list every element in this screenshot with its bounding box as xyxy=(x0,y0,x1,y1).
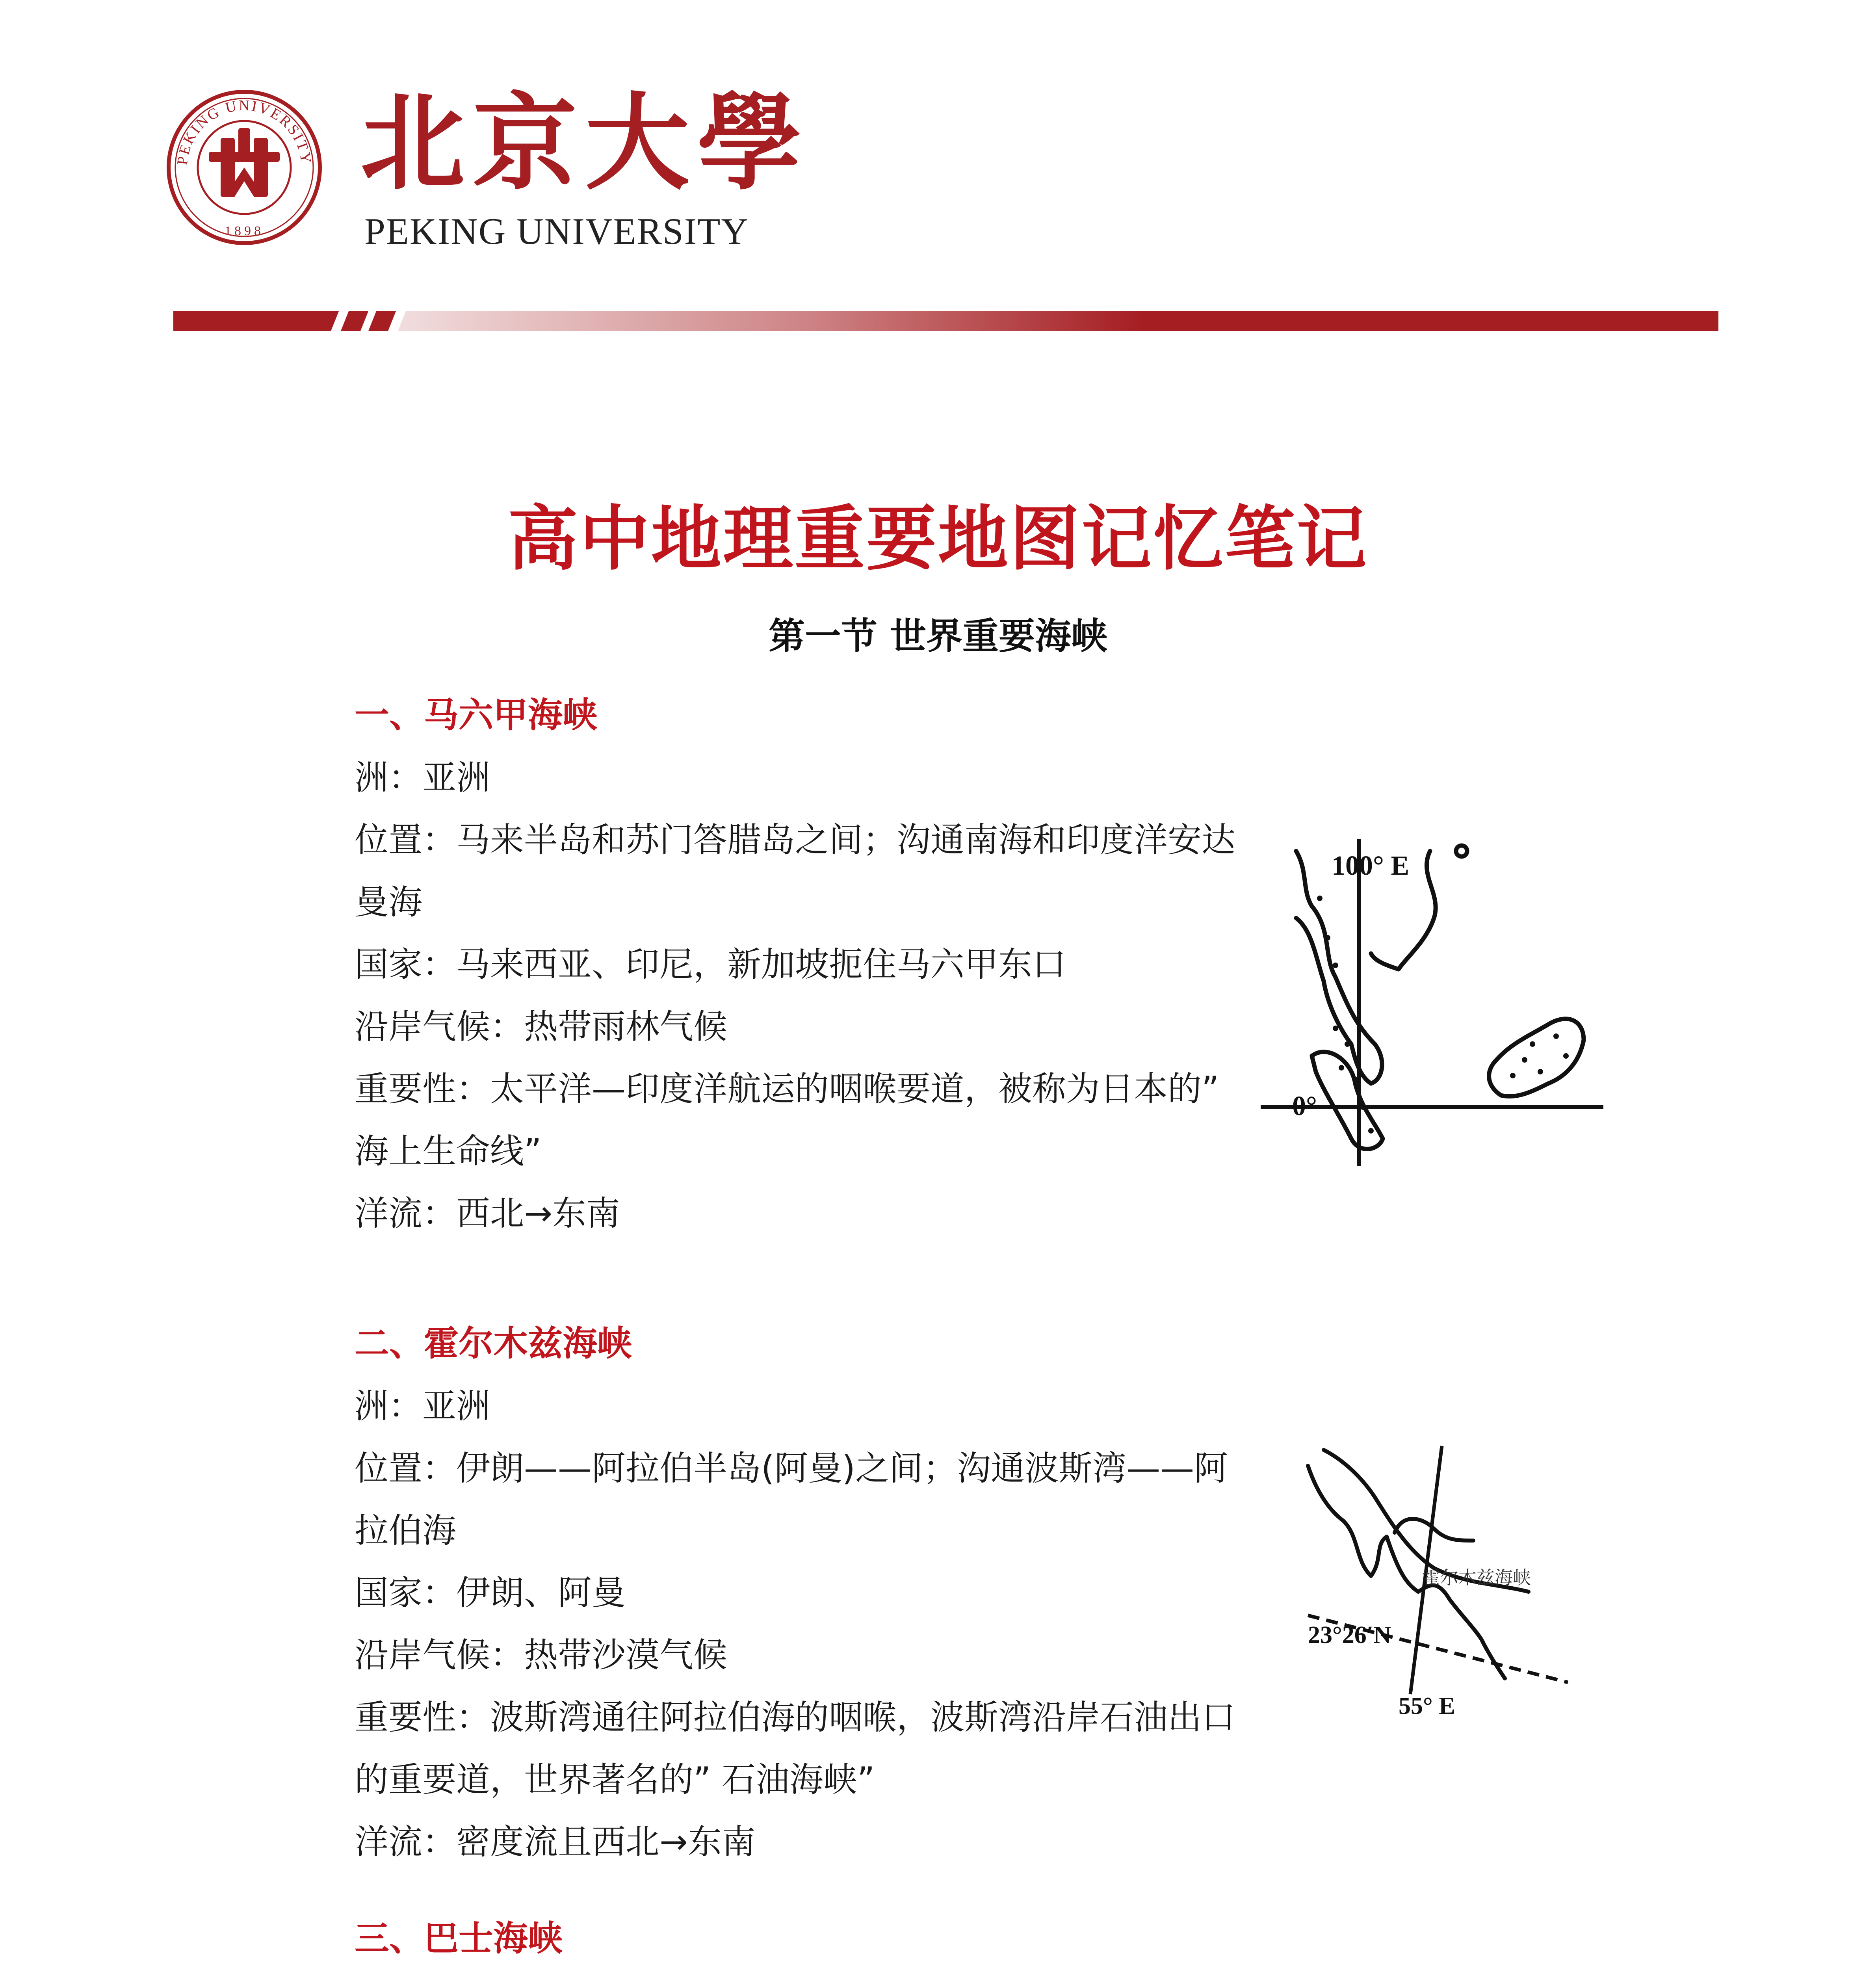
section-line: 重要性：太平洋—印度洋航运的咽喉要道，被称为日本的” xyxy=(355,1069,1219,1109)
section-line: 沿岸气候：热带沙漠气候 xyxy=(355,1635,727,1675)
section-line: 洲：亚洲 xyxy=(355,1386,490,1426)
section-heading: 二、霍尔木兹海峡 xyxy=(355,1323,632,1364)
section-line: 洋流：西北→东南 xyxy=(355,1194,620,1233)
map-label-latitude: 0° xyxy=(1292,1091,1317,1121)
strait-section-malacca xyxy=(355,684,1261,1245)
section-line: 洋流：密度流且西北→东南 xyxy=(355,1822,756,1862)
university-name-english: PEKING UNIVERSITY xyxy=(364,210,749,252)
svg-text:PEKING UNIVERSITY: PEKING UNIVERSITY xyxy=(174,97,315,166)
section-line: 的重要道，世界著名的” 石油海峡” xyxy=(355,1760,875,1799)
section-heading: 三、巴士海峡 xyxy=(355,1918,563,1959)
section-line: 曼海 xyxy=(355,883,422,922)
header-decorative-bar xyxy=(0,0,1876,347)
map-label-longitude: 55° E xyxy=(1399,1693,1455,1719)
section-line: 位置：马来半岛和苏门答腊岛之间；沟通南海和印度洋安达 xyxy=(355,820,1235,860)
strait-section-bashi xyxy=(355,1907,1261,1970)
university-name-chinese: 北京大學 xyxy=(360,82,810,204)
section-line: 位置：伊朗——阿拉伯半岛(阿曼)之间；沟通波斯湾——阿 xyxy=(355,1449,1228,1488)
section-line: 国家：伊朗、阿曼 xyxy=(355,1573,626,1613)
map-label-latitude: 23°26′N xyxy=(1308,1622,1391,1648)
section-title: 第一节 世界重要海峡 xyxy=(768,615,1108,657)
page-header xyxy=(0,0,1876,347)
section-line: 拉伯海 xyxy=(355,1511,456,1550)
hormuz-strait-map xyxy=(1292,1442,1607,1726)
map-label-strait: 霍尔木兹海峡 xyxy=(1422,1567,1531,1588)
section-line: 重要性：波斯湾通往阿拉伯海的咽喉，波斯湾沿岸石油出口 xyxy=(355,1698,1235,1737)
section-heading: 一、马六甲海峡 xyxy=(355,695,598,735)
strait-section-hormuz xyxy=(355,1312,1261,1873)
svg-text:1898: 1898 xyxy=(225,224,264,238)
document-title: 高中地理重要地图记忆笔记 xyxy=(508,498,1368,580)
section-line: 沿岸气候：热带雨林气候 xyxy=(355,1007,727,1046)
section-line: 海上生命线” xyxy=(355,1132,542,1171)
section-line: 国家：马来西亚、印尼，新加坡扼住马六甲东口 xyxy=(355,945,1066,984)
map-label-longitude: 100° E xyxy=(1332,851,1410,881)
malacca-strait-map xyxy=(1257,839,1611,1174)
section-line: 洲：亚洲 xyxy=(355,758,490,797)
